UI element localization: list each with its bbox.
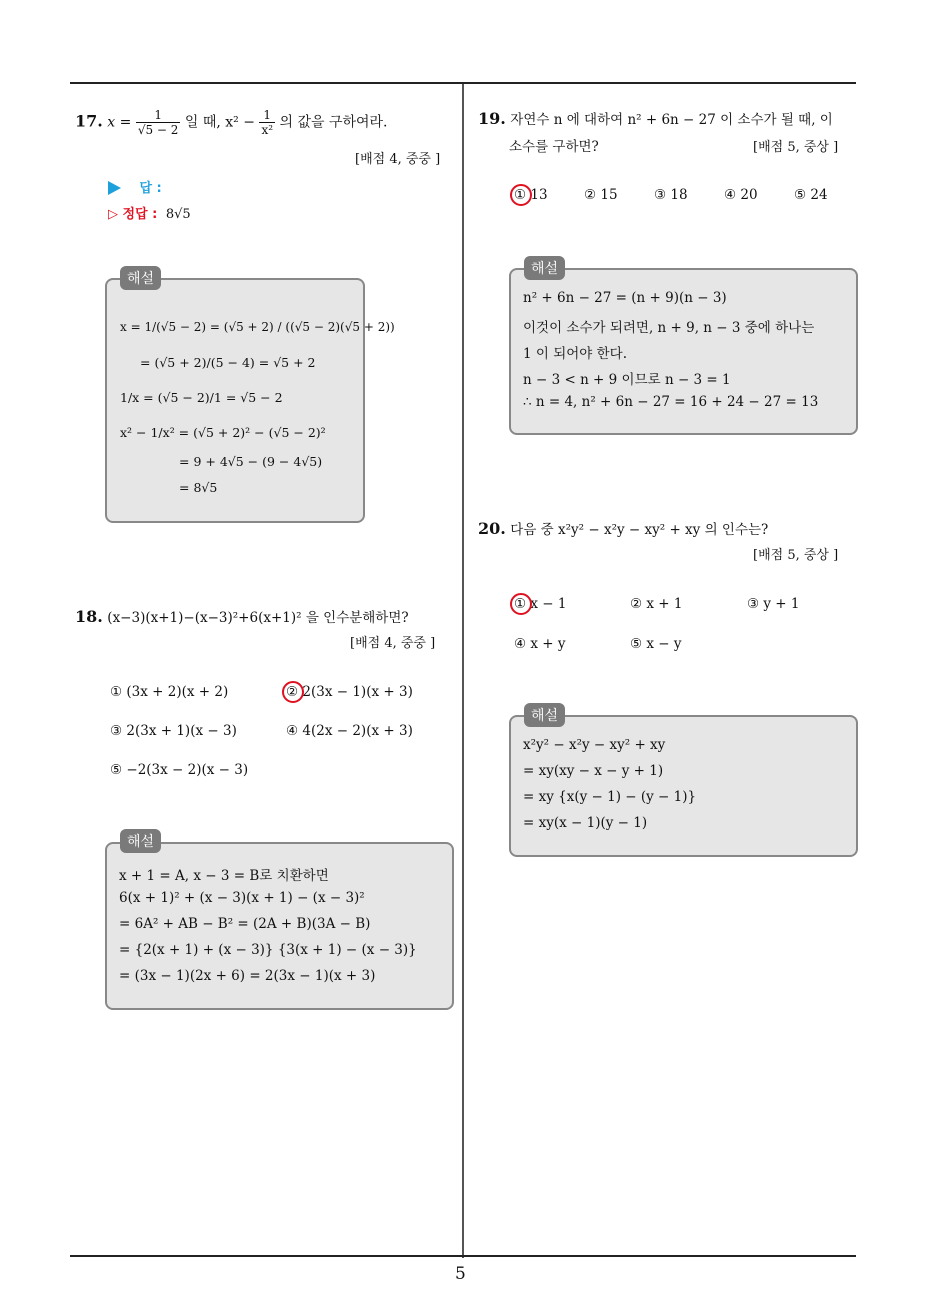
solution-line: x + 1 = A, x − 3 = B로 치환하면 (119, 868, 329, 884)
question-text: 다음 중 x²y² − x²y − xy² + xy 의 인수는? (510, 522, 769, 538)
selected-circle-icon (510, 184, 532, 206)
solution-line: 이것이 소수가 되려면, n + 9, n − 3 중에 하나는 (523, 320, 815, 336)
solution-label: 해설 (120, 829, 161, 853)
option-1[interactable]: ① (3x + 2)(x + 2) (110, 684, 229, 700)
solution-box-19 (509, 268, 858, 435)
option-3[interactable]: ③ 18 (654, 187, 688, 203)
question-number: 20. (478, 519, 506, 538)
fraction-2: $\frac{1}{\text{x²}}$ (261, 108, 274, 137)
question-meta: [배점 4, 중중 ] (355, 152, 441, 167)
option-4[interactable]: ④ x + y (514, 636, 566, 652)
solution-line: = xy {x(y − 1) − (y − 1)} (523, 789, 697, 805)
option-4[interactable]: ④ 4(2x − 2)(x + 3) (286, 723, 413, 739)
option-1[interactable]: ① 13 (514, 187, 548, 203)
solution-line: x²y² − x²y − xy² + xy (523, 737, 666, 753)
question-meta: [배점 5, 중상 ] (753, 140, 839, 155)
solution-line: 6(x + 1)² + (x − 3)(x + 1) − (x − 3)² (119, 890, 365, 906)
option-5[interactable]: ⑤ x − y (630, 636, 682, 652)
solution-line: n − 3 < n + 9 이므로 n − 3 = 1 (523, 372, 731, 388)
question-18 (75, 606, 409, 626)
question-text-mid: 일 때, x² − (184, 114, 255, 131)
page-number: 5 (455, 1264, 466, 1284)
solution-line: = (3x − 1)(2x + 6) = 2(3x − 1)(x + 3) (119, 968, 376, 984)
option-2[interactable]: ② 2(3x − 1)(x + 3) (286, 684, 413, 700)
solution-label: 해설 (524, 703, 565, 727)
correct-value: 8√5 (165, 207, 191, 222)
fraction-1: $\frac{1}{√5 - 2}$ (137, 108, 179, 137)
question-19 (478, 108, 833, 128)
correct-label: ▷ 정답 : (108, 207, 158, 222)
question-text-suffix: 의 값을 구하여라. (279, 114, 388, 131)
solution-line: x² − 1/x² = (√5 + 2)² − (√5 − 2)² (120, 425, 326, 440)
solution-line: 1/x = (√5 − 2)/1 = √5 − 2 (120, 390, 283, 405)
question-text-line1: 자연수 n 에 대하여 n² + 6n − 27 이 소수가 될 때, 이 (510, 112, 833, 128)
solution-line: = (√5 + 2)/(5 − 4) = √5 + 2 (140, 355, 316, 370)
solution-box-18 (105, 842, 454, 1010)
solution-line: 1 이 되어야 한다. (523, 346, 627, 362)
solution-line: = xy(xy − x − y + 1) (523, 763, 664, 779)
selected-circle-icon (282, 681, 304, 703)
question-meta: [배점 5, 중상 ] (753, 548, 839, 563)
solution-line: ∴ n = 4, n² + 6n − 27 = 16 + 24 − 27 = 13 (523, 394, 819, 410)
solution-label: 해설 (120, 266, 161, 290)
solution-line: = {2(x + 1) + (x − 3)} {3(x + 1) − (x − 3)} (119, 942, 417, 958)
question-number: 18. (75, 607, 103, 626)
solution-line: = xy(x − 1)(y − 1) (523, 815, 648, 831)
selected-circle-icon (510, 593, 532, 615)
solution-line: n² + 6n − 27 = (n + 9)(n − 3) (523, 290, 727, 306)
question-text-prefix: x = (107, 114, 132, 131)
option-2[interactable]: ② x + 1 (630, 596, 683, 612)
solution-box-20 (509, 715, 858, 857)
question-number: 17. (75, 111, 103, 131)
option-1[interactable]: ① x − 1 (514, 596, 567, 612)
question-meta: [배점 4, 중중 ] (350, 636, 436, 651)
bottom-rule (70, 1255, 856, 1257)
option-4[interactable]: ④ 20 (724, 187, 758, 203)
option-5[interactable]: ⑤ 24 (794, 187, 828, 203)
column-divider (462, 84, 464, 1258)
solution-line: x = 1/(√5 − 2) = (√5 + 2) / ((√5 − 2)(√5 + 2)) (120, 320, 395, 334)
correct-answer-row (108, 203, 191, 222)
solution-line: = 9 + 4√5 − (9 − 4√5) (179, 454, 323, 469)
question-number: 19. (478, 109, 506, 128)
question-17 (75, 108, 388, 137)
solution-label: 해설 (524, 256, 565, 280)
option-5[interactable]: ⑤ −2(3x − 2)(x − 3) (110, 762, 249, 778)
play-icon (108, 181, 121, 195)
question-20 (478, 518, 768, 538)
answer-row (108, 177, 162, 196)
solution-line: = 6A² + AB − B² = (2A + B)(3A − B) (119, 916, 371, 932)
question-text: (x−3)(x+1)−(x−3)²+6(x+1)² 을 인수분해하면? (107, 610, 409, 626)
solution-box-17 (105, 278, 395, 523)
option-2[interactable]: ② 15 (584, 187, 618, 203)
option-3[interactable]: ③ 2(3x + 1)(x − 3) (110, 723, 237, 739)
solution-line: = 8√5 (179, 480, 218, 495)
answer-label: 답 : (139, 181, 162, 196)
option-3[interactable]: ③ y + 1 (747, 596, 800, 612)
question-text-line2: 소수를 구하면? (509, 139, 599, 155)
